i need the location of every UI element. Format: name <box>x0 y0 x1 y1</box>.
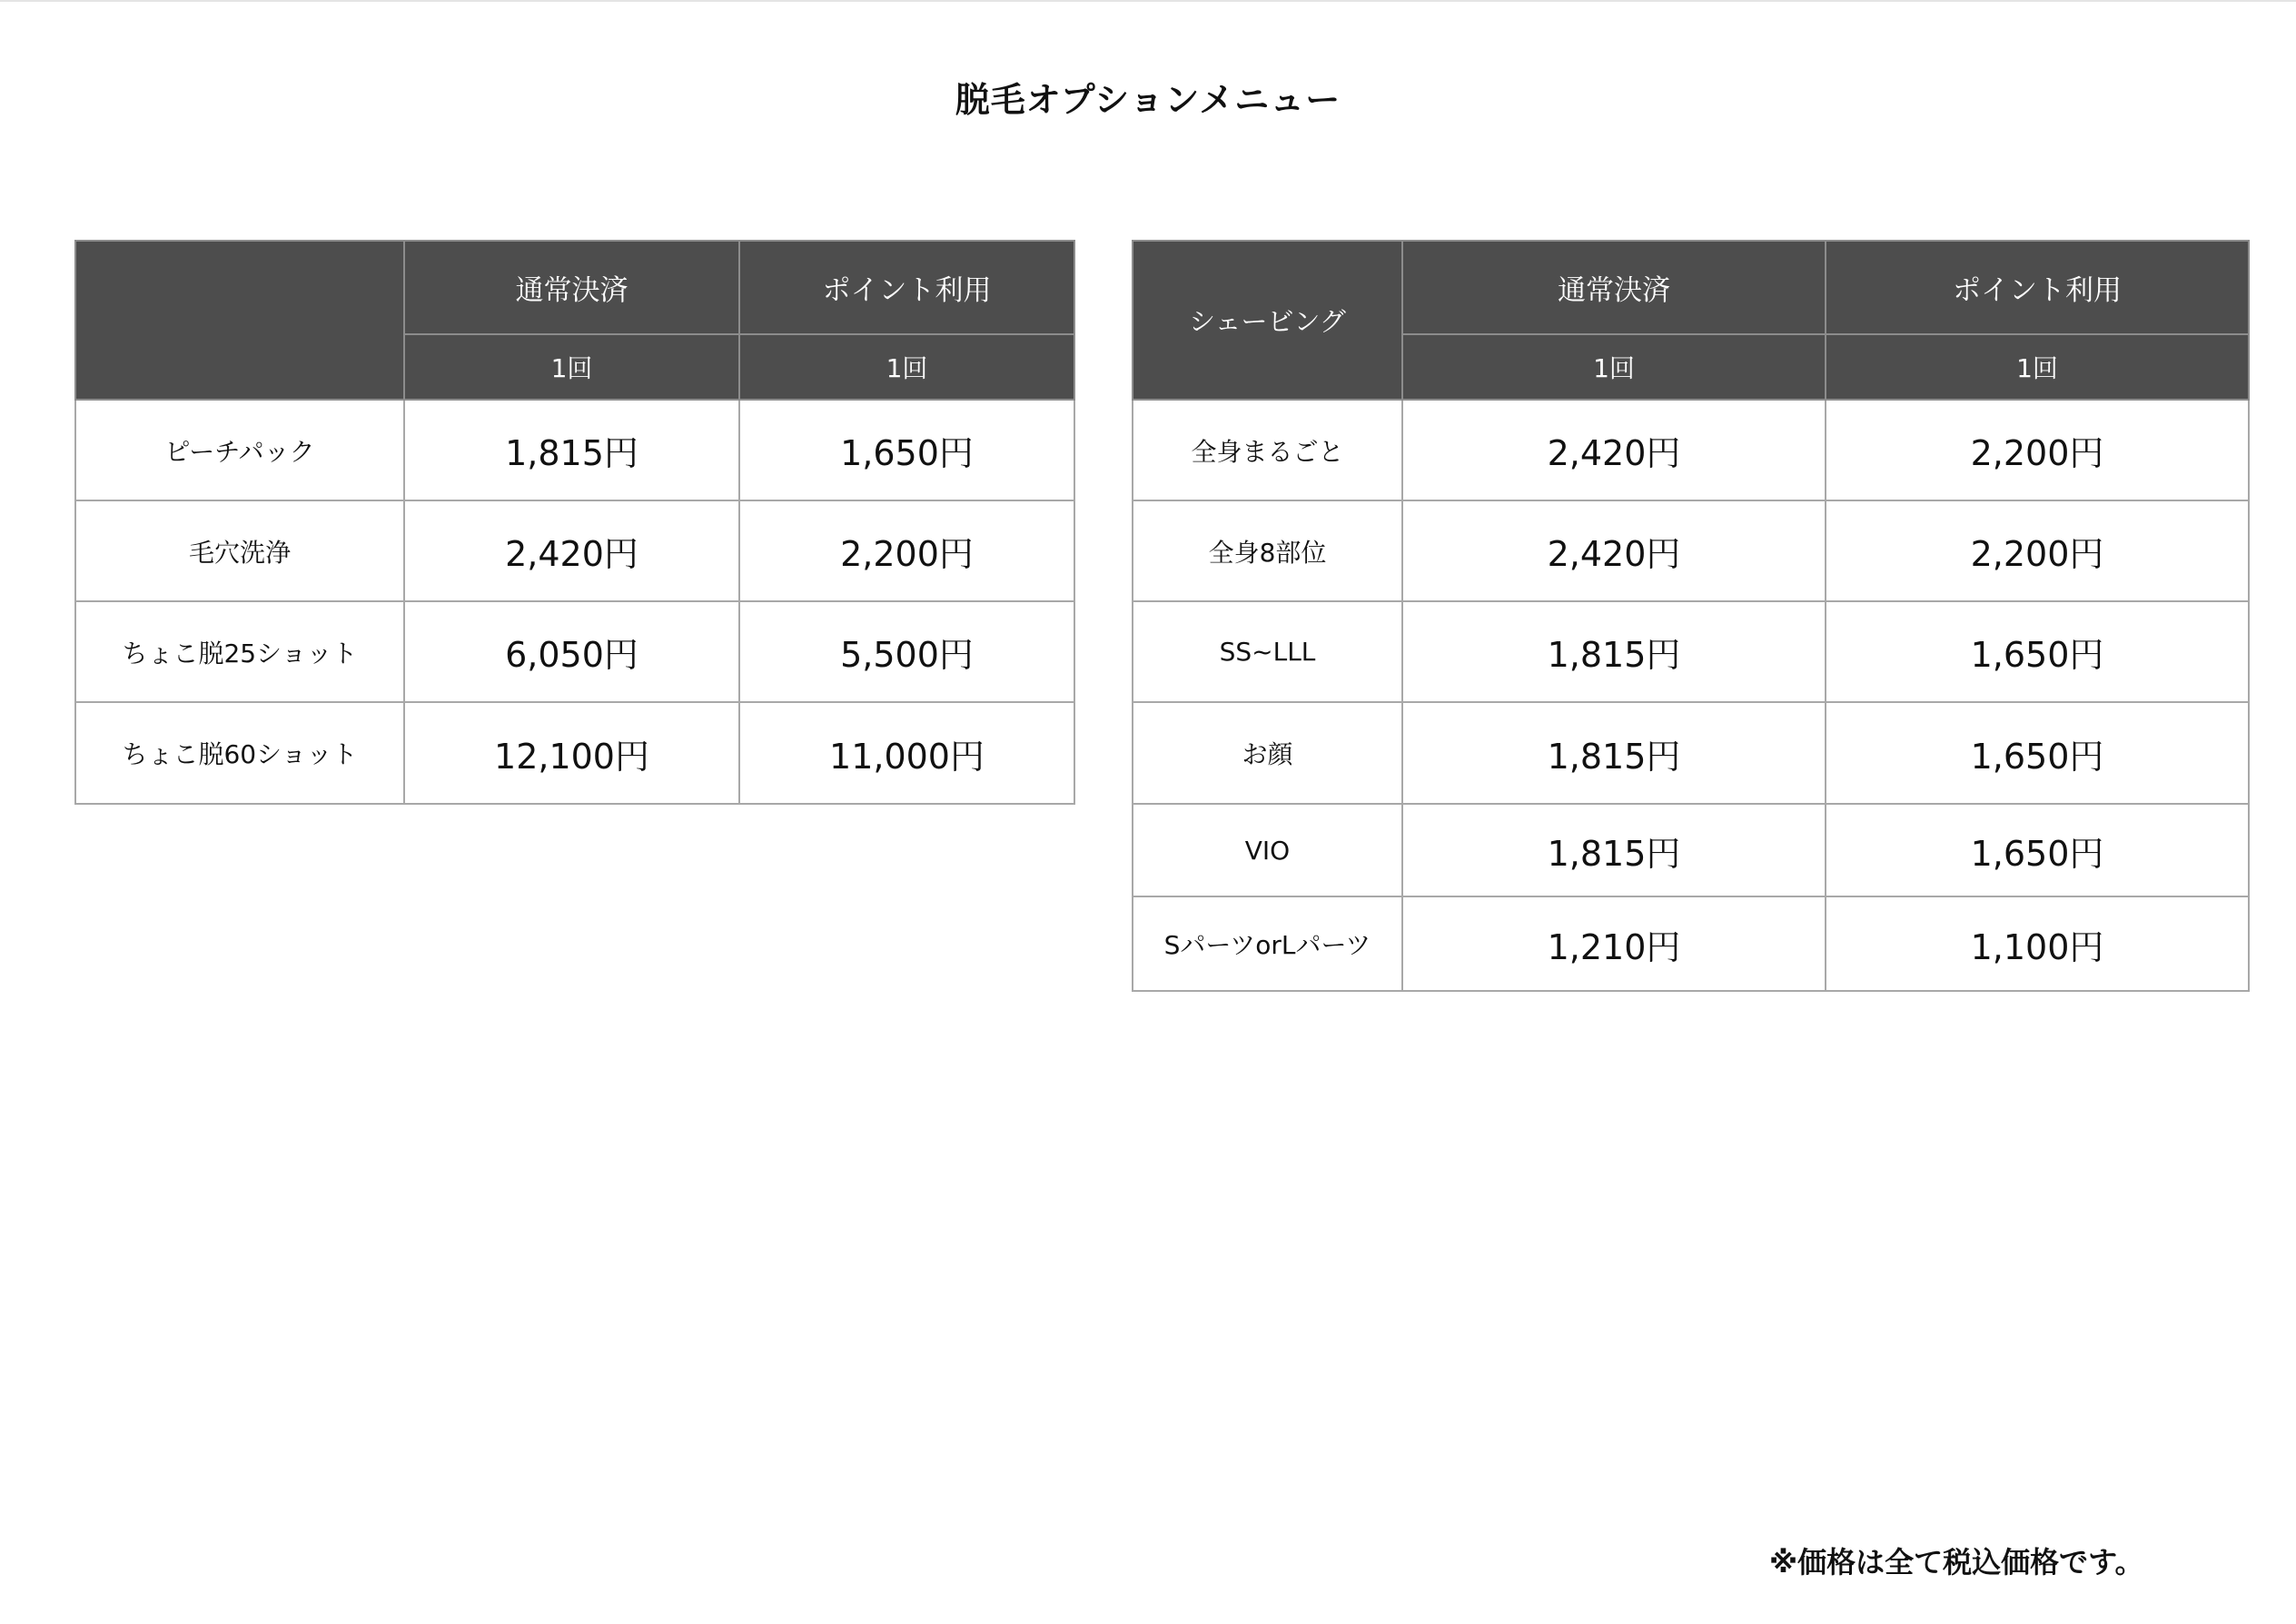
row-label: ちょこ脱60ショット <box>75 702 404 804</box>
row-label: お顔 <box>1133 702 1402 804</box>
price-normal: 1,815円 <box>404 400 739 500</box>
row-label: 全身8部位 <box>1133 500 1402 601</box>
price-points: 1,650円 <box>1826 804 2249 896</box>
table-row <box>1133 601 2249 702</box>
price-points: 1,100円 <box>1826 896 2249 991</box>
row-label: SS~LLL <box>1133 601 1402 702</box>
table-row <box>75 601 1074 702</box>
price-points: 1,650円 <box>1826 601 2249 702</box>
price-points: 11,000円 <box>739 702 1074 804</box>
price-normal: 2,420円 <box>1402 500 1826 601</box>
price-normal: 2,420円 <box>404 500 739 601</box>
price-normal: 1,815円 <box>1402 601 1826 702</box>
price-points: 5,500円 <box>739 601 1074 702</box>
price-points: 2,200円 <box>739 500 1074 601</box>
price-normal: 2,420円 <box>1402 400 1826 500</box>
corner-header-cell <box>75 241 404 400</box>
table-row <box>1133 400 2249 500</box>
column-subheader-once: 1回 <box>1826 334 2249 400</box>
column-header-point-usage: ポイント利用 <box>739 241 1074 334</box>
column-subheader-once: 1回 <box>404 334 739 400</box>
price-points: 1,650円 <box>739 400 1074 500</box>
row-label: 毛穴洗浄 <box>75 500 404 601</box>
price-normal: 1,210円 <box>1402 896 1826 991</box>
price-normal: 1,815円 <box>1402 804 1826 896</box>
top-rule <box>0 0 2296 2</box>
price-normal: 6,050円 <box>404 601 739 702</box>
table-row <box>1133 500 2249 601</box>
column-subheader-once: 1回 <box>1402 334 1826 400</box>
row-label: SパーツorLパーツ <box>1133 896 1402 991</box>
column-header-normal-payment: 通常決済 <box>1402 241 1826 334</box>
row-label: ちょこ脱25ショット <box>75 601 404 702</box>
corner-header-shaving: シェービング <box>1133 241 1402 400</box>
table-row <box>1133 804 2249 896</box>
tax-included-note: ※価格は全て税込価格です。 <box>1769 1545 2144 1579</box>
price-normal: 1,815円 <box>1402 702 1826 804</box>
column-subheader-once: 1回 <box>739 334 1074 400</box>
price-normal: 12,100円 <box>404 702 739 804</box>
table-row <box>1133 702 2249 804</box>
hair-removal-option-table <box>74 240 1075 805</box>
price-points: 2,200円 <box>1826 500 2249 601</box>
row-label: VIO <box>1133 804 1402 896</box>
column-header-normal-payment: 通常決済 <box>404 241 739 334</box>
price-points: 1,650円 <box>1826 702 2249 804</box>
column-header-point-usage: ポイント利用 <box>1826 241 2249 334</box>
row-label: 全身まるごと <box>1133 400 1402 500</box>
table-row <box>75 500 1074 601</box>
price-points: 2,200円 <box>1826 400 2249 500</box>
table-row <box>1133 896 2249 991</box>
shaving-option-table <box>1132 240 2250 992</box>
row-label: ピーチパック <box>75 400 404 500</box>
table-row <box>75 702 1074 804</box>
page-title: 脱毛オプションメニュー <box>955 80 1341 120</box>
table-row <box>75 400 1074 500</box>
